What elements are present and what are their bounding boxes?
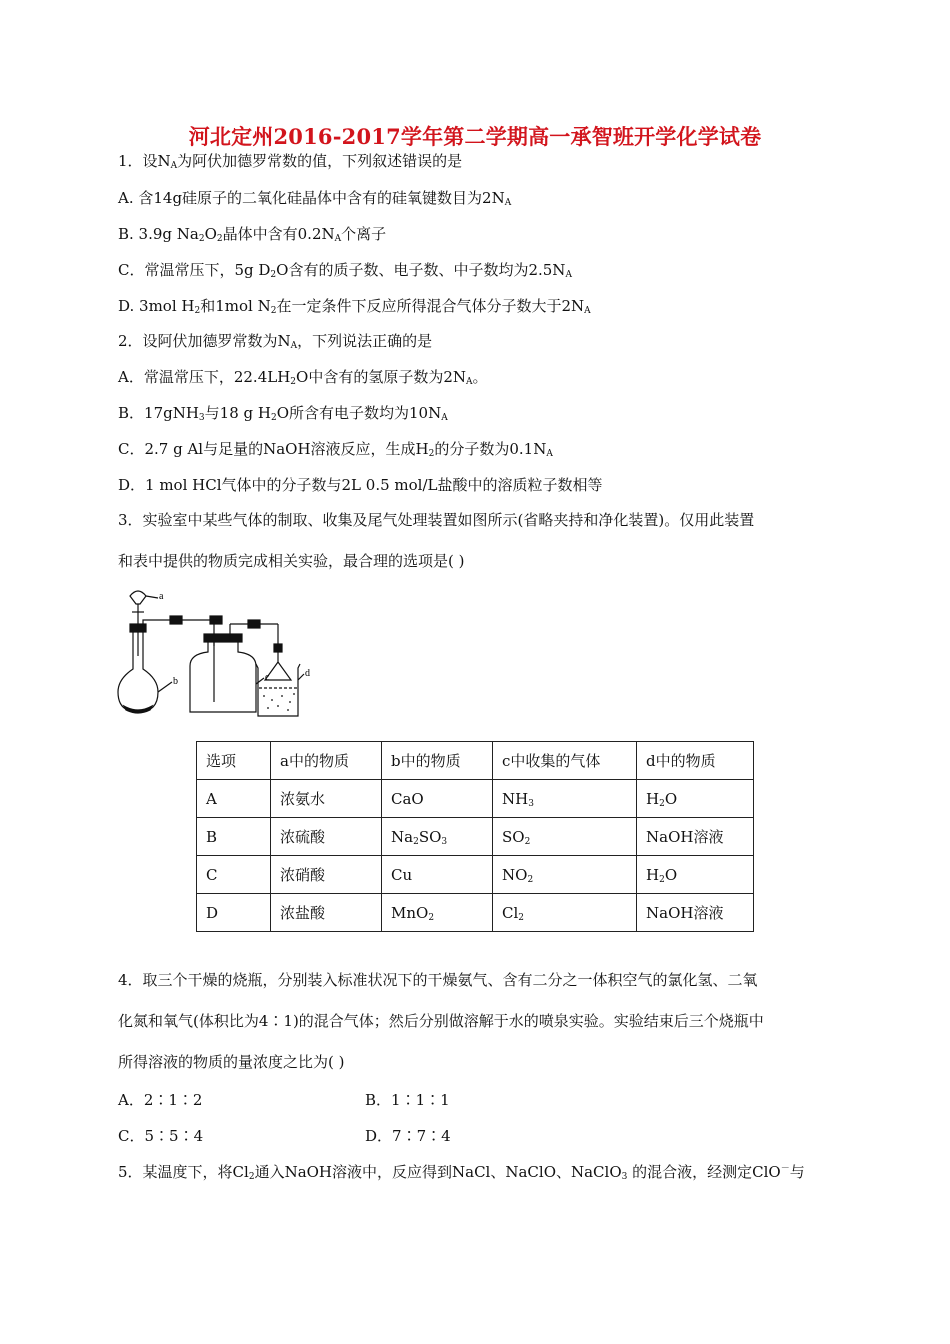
gas-bottle	[190, 642, 256, 712]
table-cell: 浓硫酸	[271, 818, 382, 856]
table-cell: B	[197, 818, 271, 856]
table-cell: $H_2O$	[637, 780, 754, 818]
q2-stem: 2．设阿伏加德罗常数为$N_A$，下列说法正确的是	[118, 332, 433, 351]
q4-stem-line2: 化氮和氧气(体积比为4∶1)的混合气体；然后分别做溶解于水的喷泉实验。实验结束后三个烧瓶中	[118, 1012, 764, 1030]
table-cell: D	[197, 894, 271, 932]
label-a: a	[159, 591, 164, 602]
table-cell: NaOH溶液	[637, 818, 754, 856]
label-b: b	[173, 676, 178, 687]
table-cell: 浓盐酸	[271, 894, 382, 932]
label-d: d	[305, 668, 310, 679]
table-header-cell: d中的物质	[637, 742, 754, 780]
table-cell: C	[197, 856, 271, 894]
exam-title: 河北定州2016-2017学年第二学期高一承智班开学化学试卷	[188, 124, 762, 149]
table-header-cell: b中的物质	[382, 742, 493, 780]
q4-option-c: C．5∶5∶4	[118, 1127, 204, 1145]
table-cell: $NO_2$	[493, 856, 637, 894]
table-header-row	[197, 742, 754, 780]
table-cell: $H_2O$	[637, 856, 754, 894]
separatory-funnel	[130, 591, 146, 604]
label-c: c	[265, 672, 270, 683]
table-row	[197, 780, 754, 818]
table-row	[197, 818, 754, 856]
q1-stem: 1．设$N_A$为阿伏加德罗常数的值，下列叙述错误的是	[118, 152, 463, 171]
table-header-cell: 选项	[197, 742, 271, 780]
q1-option-a: A. 含14g硅原子的二氧化硅晶体中含有的硅氧键数目为$2N_A$	[118, 189, 512, 208]
table-cell: 浓硝酸	[271, 856, 382, 894]
q4-option-d: D．7∶7∶4	[365, 1127, 451, 1145]
q3-stem-line1: 3．实验室中某些气体的制取、收集及尾气处理装置如图所示(省略夹持和净化装置)。仅用此装置	[118, 511, 755, 529]
q1-option-b: B. 3.9g $Na_2O_2$晶体中含有$0.2N_A$个离子	[118, 225, 387, 244]
q4-option-a: A．2∶1∶2	[118, 1091, 203, 1109]
table-cell: $Na_2SO_3$	[382, 818, 493, 856]
table-row	[197, 856, 754, 894]
q4-stem-line1: 4．取三个干燥的烧瓶，分别装入标准状况下的干燥氨气、含有二分之一体积空气的氯化氢、二氧	[118, 971, 758, 989]
table-cell: 浓氨水	[271, 780, 382, 818]
table-cell: Cu	[382, 856, 493, 894]
table-cell: CaO	[382, 780, 493, 818]
table-row	[197, 894, 754, 932]
q2-option-a: A．常温常压下，$22.4LH_2O$中含有的氢原子数为$2N_A$。	[118, 368, 488, 387]
table-cell: $Cl_2$	[493, 894, 637, 932]
q3-options-table	[196, 741, 754, 932]
table-cell: $SO_2$	[493, 818, 637, 856]
q2-option-b: B．17gNH$_3$与18 g $H_2O$所含有电子数均为$10N_A$	[118, 404, 448, 423]
table-header-cell: a中的物质	[271, 742, 382, 780]
q1-option-c: C．常温常压下，5g $D_2O$含有的质子数、电子数、中子数均为$2.5N_A$	[118, 261, 572, 280]
table-cell: NaOH溶液	[637, 894, 754, 932]
q4-option-b: B．1∶1∶1	[365, 1091, 450, 1109]
q4-stem-line3: 所得溶液的物质的量浓度之比为( )	[118, 1053, 345, 1071]
q2-option-c: C．2.7 g Al与足量的NaOH溶液反应，生成$H_2$的分子数为$0.1N_A$	[118, 440, 553, 459]
q5-stem: 5．某温度下，将$Cl_2$通入NaOH溶液中，反应得到NaCl、NaClO、NaClO$_3$ 的混合液，经测定ClO－与	[118, 1163, 805, 1182]
table-header-cell: c中收集的气体	[493, 742, 637, 780]
table-cell: $NH_3$	[493, 780, 637, 818]
q3-stem-line2: 和表中提供的物质完成相关实验，最合理的选项是( )	[118, 552, 465, 570]
beaker	[256, 664, 300, 716]
table-cell: MnO$_2$	[382, 894, 493, 932]
apparatus-diagram	[110, 584, 330, 719]
q1-option-d: D. 3mol $H_2$和1mol $N_2$在一定条件下反应所得混合气体分子数大于$2N_A$	[118, 297, 591, 316]
table-cell: A	[197, 780, 271, 818]
q2-option-d: D．1 mol HCl气体中的分子数与2L 0.5 mol/L盐酸中的溶质粒子数相等	[118, 476, 603, 494]
